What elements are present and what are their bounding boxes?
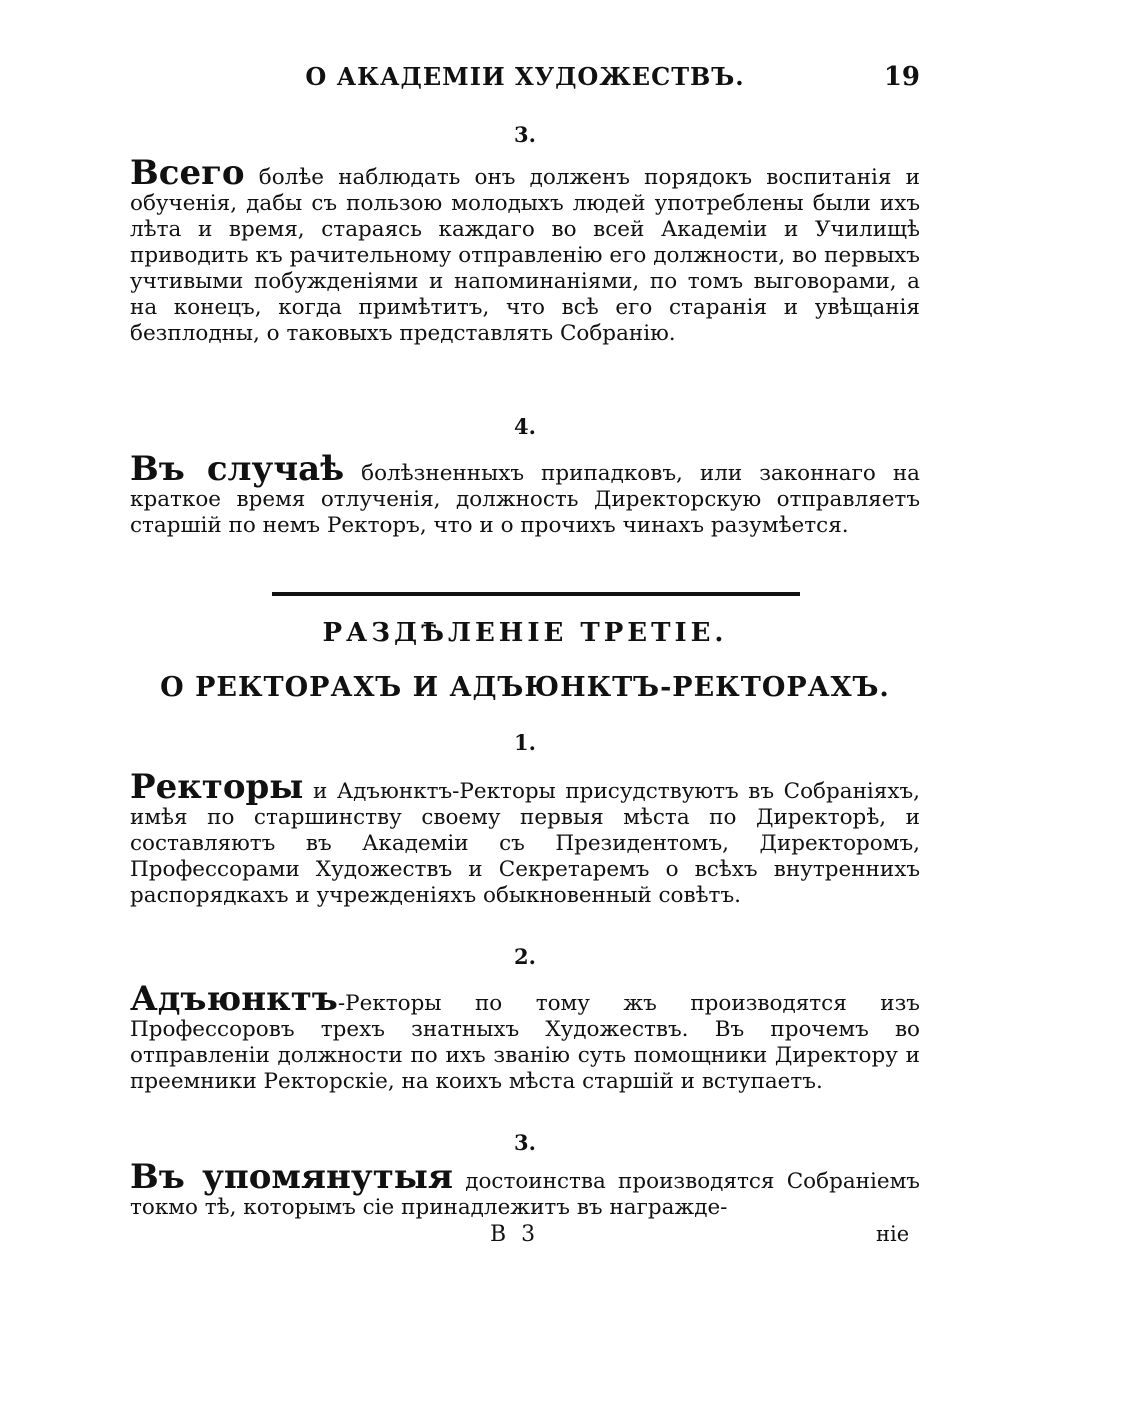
paragraph-lead-word: Въ упомянутыя xyxy=(130,1157,453,1197)
paragraph-adjunct-rectors xyxy=(130,979,920,1095)
paragraph-lead-word: Въ случаѣ xyxy=(130,449,345,489)
running-title: О АКАДЕМІИ ХУДОЖЕСТВЪ. xyxy=(305,62,745,91)
paragraph-text: болѣзненныхъ припадковъ, или законнаго на краткое время отлученія, должность Директорскую отправляетъ старшій по немъ Ректоръ, что и о прочихъ чинахъ разумѣется. xyxy=(130,461,920,538)
section-heading: РАЗДѢЛЕНІЕ ТРЕТІЕ. xyxy=(322,618,728,648)
section-subheading: О РЕКТОРАХЪ И АДЪЮНКТЪ-РЕКТОРАХЪ. xyxy=(160,672,890,703)
paragraph-lead-word: Адъюнктъ xyxy=(130,979,338,1019)
paragraph-rectors-role xyxy=(130,767,920,909)
article-number: 2. xyxy=(514,944,536,969)
paragraph-lead-word: Всего xyxy=(130,153,245,193)
paragraph-director-absence xyxy=(130,449,920,539)
printer-signature-mark: В 3 xyxy=(490,1222,540,1247)
running-header xyxy=(130,62,920,102)
page-number: 19 xyxy=(883,62,920,92)
article-number: 3. xyxy=(514,122,536,147)
paragraph-lead-word: Ректоры xyxy=(130,767,304,807)
paragraph-text: болѣе наблюдать онъ долженъ порядокъ воспитанія и обученія, дабы съ пользою молодыхъ людей употреблены были ихъ лѣта и время, стараясь каждаго во всей Академіи и Училищѣ приводить къ рачительному отправленію его должности, во первыхъ учтивыми побужденіями и напоминаніями, по томъ выговорами, а на конецъ, когда примѣтитъ, что всѣ его старанія и увѣщанія безплодны, о таковыхъ представлять Собранію. xyxy=(130,165,920,346)
paragraph-director-duties xyxy=(130,153,920,347)
article-number: 3. xyxy=(514,1130,536,1155)
article-number: 4. xyxy=(514,414,536,439)
article-number: 1. xyxy=(514,730,536,755)
paragraph-text: достоинства производятся Собраніемъ токмо тѣ, которымъ сіе принадлежитъ въ награжде- xyxy=(130,1169,920,1220)
catchword: ніе xyxy=(876,1222,910,1246)
section-divider-rule xyxy=(272,592,800,596)
paragraph-promotion xyxy=(130,1157,920,1221)
paragraph-text: -Ректоры по тому жъ производятся изъ Профессоровъ трехъ знатныхъ Художествъ. Въ прочемъ во отправленіи должности по ихъ званію суть помощники Директору и преемники Ректорскіе, на коихъ мѣста старшій и вступаетъ. xyxy=(130,991,920,1094)
paragraph-text: и Адъюнктъ-Ректоры присудствуютъ въ Собраніяхъ, имѣя по старшинству своему первыя мѣста по Директорѣ, и составляютъ въ Академіи съ Президентомъ, Директоромъ, Профессорами Художествъ и Секретаремъ о всѣхъ внутреннихъ распорядкахъ и учрежденіяхъ обыкновенный совѣтъ. xyxy=(130,779,920,908)
